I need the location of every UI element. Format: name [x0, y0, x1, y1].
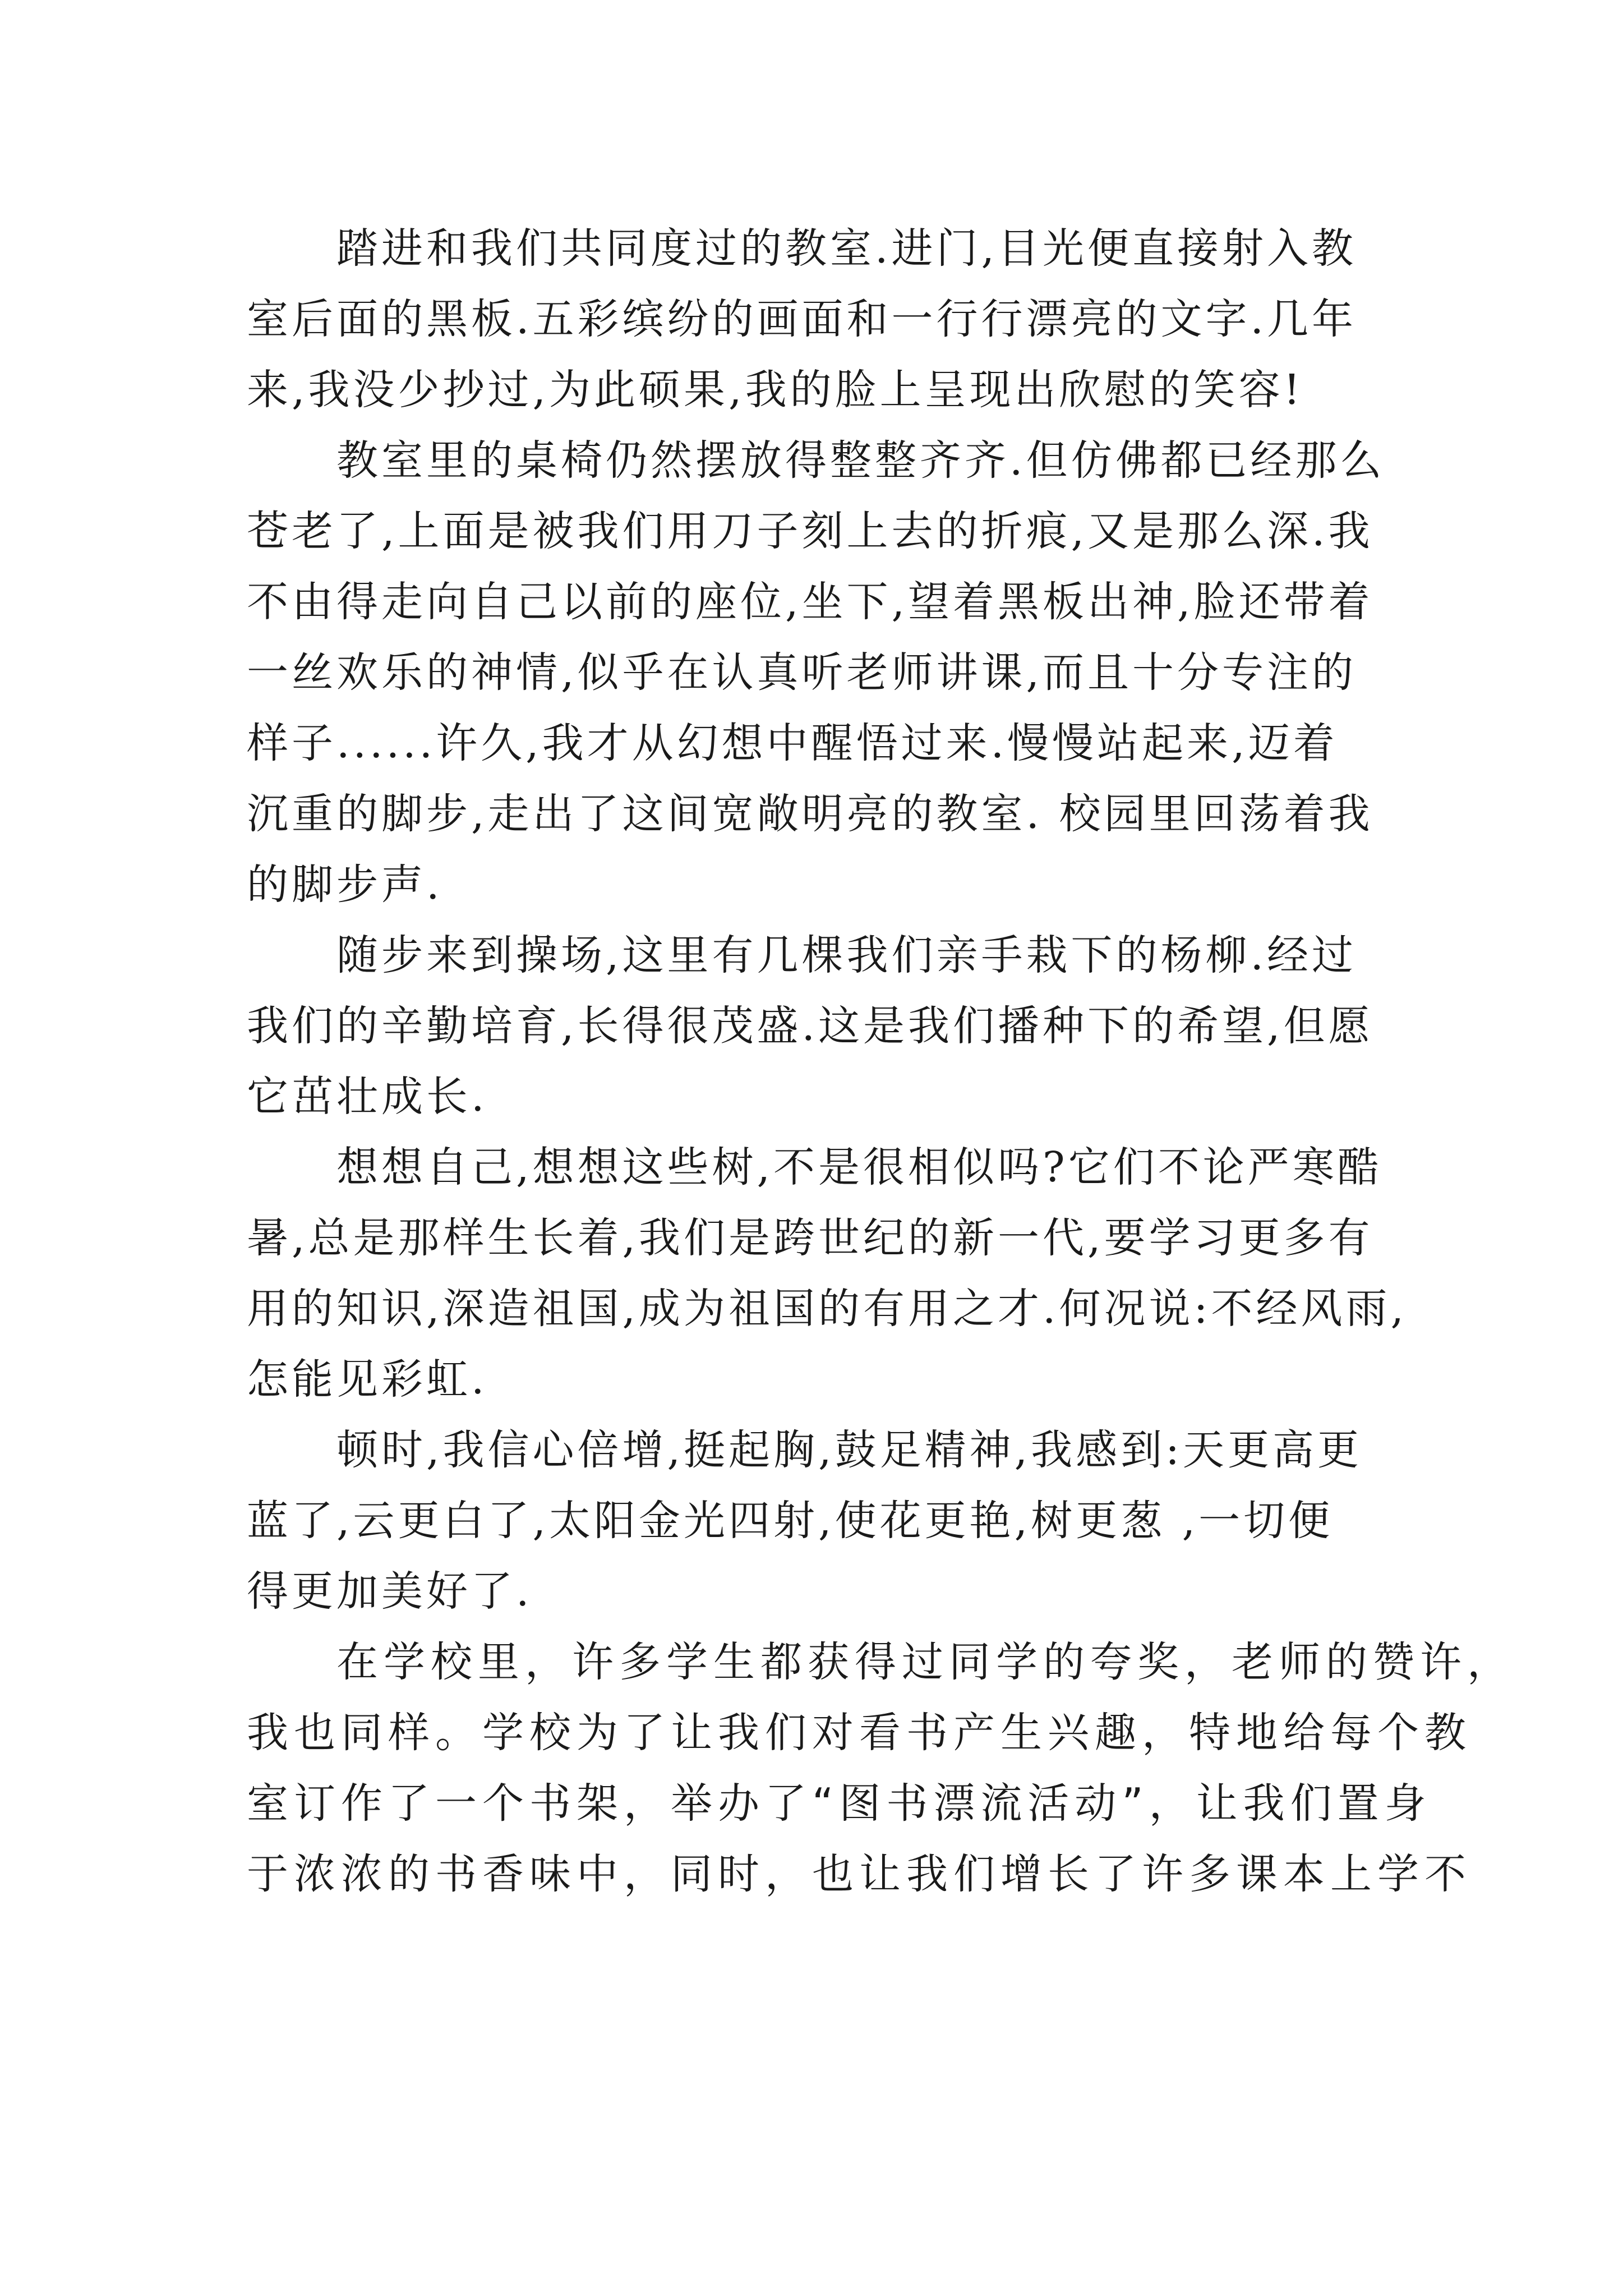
text-line: 想想自己,想想这些树,不是很相似吗?它们不论严寒酷	[336, 1143, 1382, 1191]
text-line: 蓝了,云更白了,太阳金光四射,使花更艳,树更葱 ,一切便	[247, 1497, 1334, 1545]
paragraph-2	[247, 425, 1391, 920]
text-line: 样子......许久,我才从幻想中醒悟过来.慢慢站起来,迈着	[247, 719, 1338, 767]
text-line: 沉重的脚步,走出了这间宽敞明亮的教室. 校园里回荡着我	[247, 790, 1373, 838]
text-line: 我们的辛勤培育,长得很茂盛.这是我们播种下的希望,但愿	[247, 1002, 1373, 1050]
text-line: 暑,总是那样生长着,我们是跨世纪的新一代,要学习更多有	[247, 1214, 1373, 1262]
text-line: 室订作了一个书架，举办了“图书漂流活动”，让我们置身	[247, 1779, 1432, 1828]
paragraph-5	[247, 1415, 1391, 1627]
text-line: 室后面的黑板.五彩缤纷的画面和一行行漂亮的文字.几年	[247, 295, 1357, 343]
document-body	[247, 213, 1514, 1910]
text-line: 于浓浓的书香味中，同时，也让我们增长了许多课本上学不	[247, 1850, 1472, 1898]
text-line: 随步来到操场,这里有几棵我们亲手栽下的杨柳.经过	[336, 931, 1357, 979]
paragraph-1	[247, 213, 1391, 425]
text-line: 来,我没少抄过,为此硕果,我的脸上呈现出欣慰的笑容!	[247, 366, 1304, 414]
paragraph-3	[247, 920, 1391, 1132]
text-line: 我也同样。学校为了让我们对看书产生兴趣，特地给每个教	[247, 1709, 1472, 1757]
paragraph-4	[247, 1132, 1408, 1415]
text-line: 不由得走向自己以前的座位,坐下,望着黑板出神,脸还带着	[247, 578, 1373, 626]
text-line: 得更加美好了.	[247, 1567, 533, 1616]
text-line: 一丝欢乐的神情,似乎在认真听老师讲课,而且十分专注的	[247, 648, 1357, 697]
text-line: 怎能见彩虹.	[247, 1355, 488, 1404]
text-line: 教室里的桌椅仍然摆放得整整齐齐.但仿佛都已经那么	[336, 436, 1385, 485]
text-line: 它茁壮成长.	[247, 1073, 488, 1121]
text-line: 的脚步声.	[247, 861, 443, 909]
text-line: 苍老了,上面是被我们用刀子刻上去的折痕,又是那么深.我	[247, 507, 1373, 555]
text-line: 在学校里，许多学生都获得过同学的夸奖，老师的赞许，	[336, 1638, 1514, 1686]
paragraph-6	[247, 1627, 1514, 1910]
text-line: 踏进和我们共同度过的教室.进门,目光便直接射入教	[336, 224, 1357, 273]
text-line: 用的知识,深造祖国,成为祖国的有用之才.何况说:不经风雨,	[247, 1285, 1408, 1333]
text-line: 顿时,我信心倍增,挺起胸,鼓足精神,我感到:天更高更	[336, 1426, 1363, 1474]
